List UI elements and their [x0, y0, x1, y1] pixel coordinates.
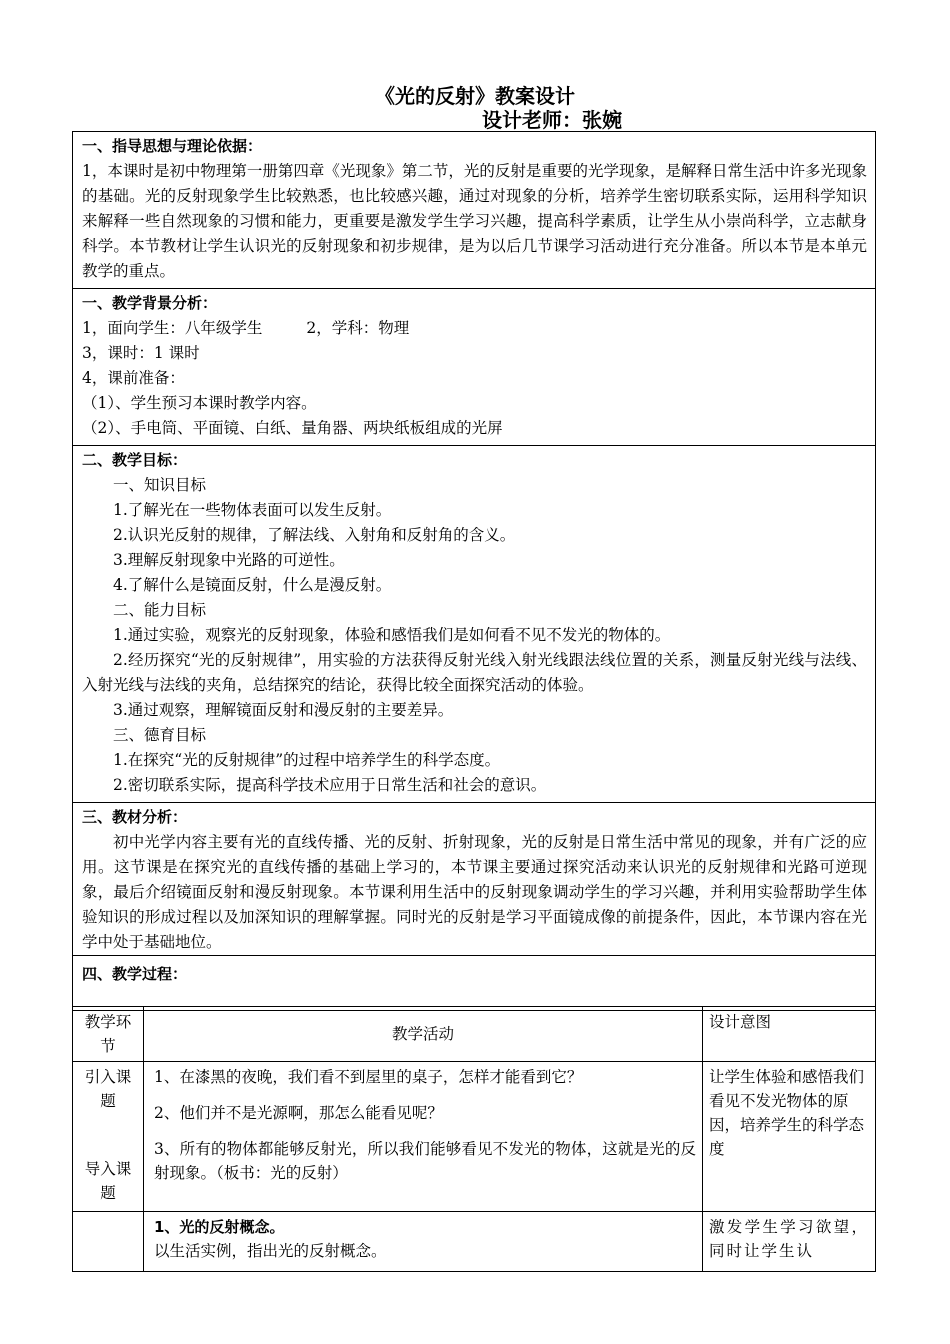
- activity-item: 3、所有的物体都能够反射光，所以我们能够看见不发光的物体，这就是光的反射现象。（板书：光的反射）: [154, 1140, 696, 1182]
- stage-label: 引入课题: [84, 1068, 132, 1110]
- header-stage: 教学环节: [73, 1007, 144, 1062]
- lesson-plan-box: [72, 131, 876, 1011]
- objective-item: 2.经历探究“光的反射规律”，用实验的方法获得反射光线入射光线跟法线位置的关系，测量反射光线与法线、入射光线与法线的夹角，总结探究的结论，获得比较全面探究活动的体验。: [82, 651, 867, 694]
- section-material: [73, 803, 875, 956]
- section-heading: 一、指导思想与理论依据：: [82, 137, 263, 155]
- author-line: 设计老师：张婉: [482, 108, 622, 132]
- stage-cell: [73, 1062, 144, 1212]
- section-heading: 四、教学过程：: [82, 965, 188, 983]
- stage-cell: [73, 1212, 144, 1272]
- background-line: 4，课前准备：: [82, 369, 185, 387]
- objective-subheading: 二、能力目标: [113, 601, 207, 619]
- section-background: [73, 289, 875, 446]
- header-activity: 教学活动: [144, 1007, 703, 1062]
- section-heading: 一、教学背景分析：: [82, 294, 218, 312]
- activity-item: 1、在漆黑的夜晚，我们看不到屋里的桌子，怎样才能看到它？: [154, 1068, 583, 1086]
- section-body: 初中光学内容主要有光的直线传播、光的反射、折射现象，光的反射是日常生活中常见的现象，并有广泛的应用。这节课是在探究光的直线传播的基础上学习的，本节课主要通过探究活动来认识光的反射规律和光路可逆现象，最后介绍镜面反射和漫反射现象。本节课利用生活中的反射现象调动学生的学习兴趣，并利用实验帮助学生体验知识的形成过程以及加深知识的理解掌握。同时光的反射是学习平面镜成像的前提条件，因此，本节课内容在光学中处于基础地位。: [82, 833, 867, 951]
- background-line: [82, 316, 867, 341]
- section-heading: 二、教学目标：: [82, 451, 188, 469]
- stage-label: 导入课题: [84, 1160, 132, 1202]
- activity-cell: [144, 1212, 703, 1272]
- activity-cell: [144, 1062, 703, 1212]
- table-row: [73, 1212, 876, 1272]
- objective-subheading: 一、知识目标: [113, 476, 207, 494]
- objective-item: 1.在探究“光的反射规律”的过程中培养学生的科学态度。: [113, 751, 501, 769]
- intent-cell: 激发学生学习欲望，同时让学生认: [703, 1212, 876, 1272]
- activity-item: 2、他们并不是光源啊，那怎么能看见呢？: [154, 1104, 443, 1122]
- background-line: 3，课时：1 课时: [82, 344, 200, 362]
- objective-item: 4.了解什么是镜面反射，什么是漫反射。: [113, 576, 392, 594]
- background-line: （1）、学生预习本课时教学内容。: [82, 394, 317, 412]
- background-audience: 1，面向学生：八年级学生: [82, 319, 263, 337]
- objective-item: 1.了解光在一些物体表面可以发生反射。: [113, 501, 392, 519]
- activity-body: 以生活实例，指出光的反射概念。: [154, 1242, 387, 1260]
- table-header-row: [73, 1007, 876, 1062]
- objective-subheading: 三、德育目标: [113, 726, 207, 744]
- header-intent: 设计意图: [703, 1007, 876, 1062]
- process-table: [72, 1006, 876, 1272]
- table-row: [73, 1062, 876, 1212]
- section-process: [73, 956, 875, 1010]
- objective-item: 3.通过观察，理解镜面反射和漫反射的主要差异。: [113, 701, 454, 719]
- activity-title: 1、光的反射概念。: [154, 1218, 285, 1236]
- objective-item: 2.密切联系实际，提高科学技术应用于日常生活和社会的意识。: [113, 776, 547, 794]
- intent-cell: 让学生体验和感悟我们看见不发光物体的原因，培养学生的科学态度: [703, 1062, 876, 1212]
- objective-item: 2.认识光反射的规律，了解法线、入射角和反射角的含义。: [113, 526, 516, 544]
- section-body: 1，本课时是初中物理第一册第四章《光现象》第二节，光的反射是重要的光学现象，是解释日常生活中许多光现象的基础。光的反射现象学生比较熟悉，也比较感兴趣，通过对现象的分析，培养学生密切联系实际，运用科学知识来解释一些自然现象的习惯和能力，更重要是激发学生学习兴趣，提高科学素质，让学生从小崇尚科学，立志献身科学。本节教材让学生认识光的反射现象和初步规律，是为以后几节课学习活动进行充分准备。所以本节是本单元教学的重点。: [82, 162, 867, 280]
- section-guide: [73, 132, 875, 289]
- objective-item: 3.理解反射现象中光路的可逆性。: [113, 551, 345, 569]
- section-objectives: [73, 446, 875, 803]
- background-subject: 2，学科：物理: [306, 319, 410, 337]
- document-title: 《光的反射》教案设计: [375, 84, 575, 108]
- background-line: （2）、手电筒、平面镜、白纸、量角器、两块纸板组成的光屏: [82, 419, 503, 437]
- section-heading: 三、教材分析：: [82, 808, 188, 826]
- objective-item: 1.通过实验，观察光的反射现象，体验和感悟我们是如何看不见不发光的物体的。: [113, 626, 671, 644]
